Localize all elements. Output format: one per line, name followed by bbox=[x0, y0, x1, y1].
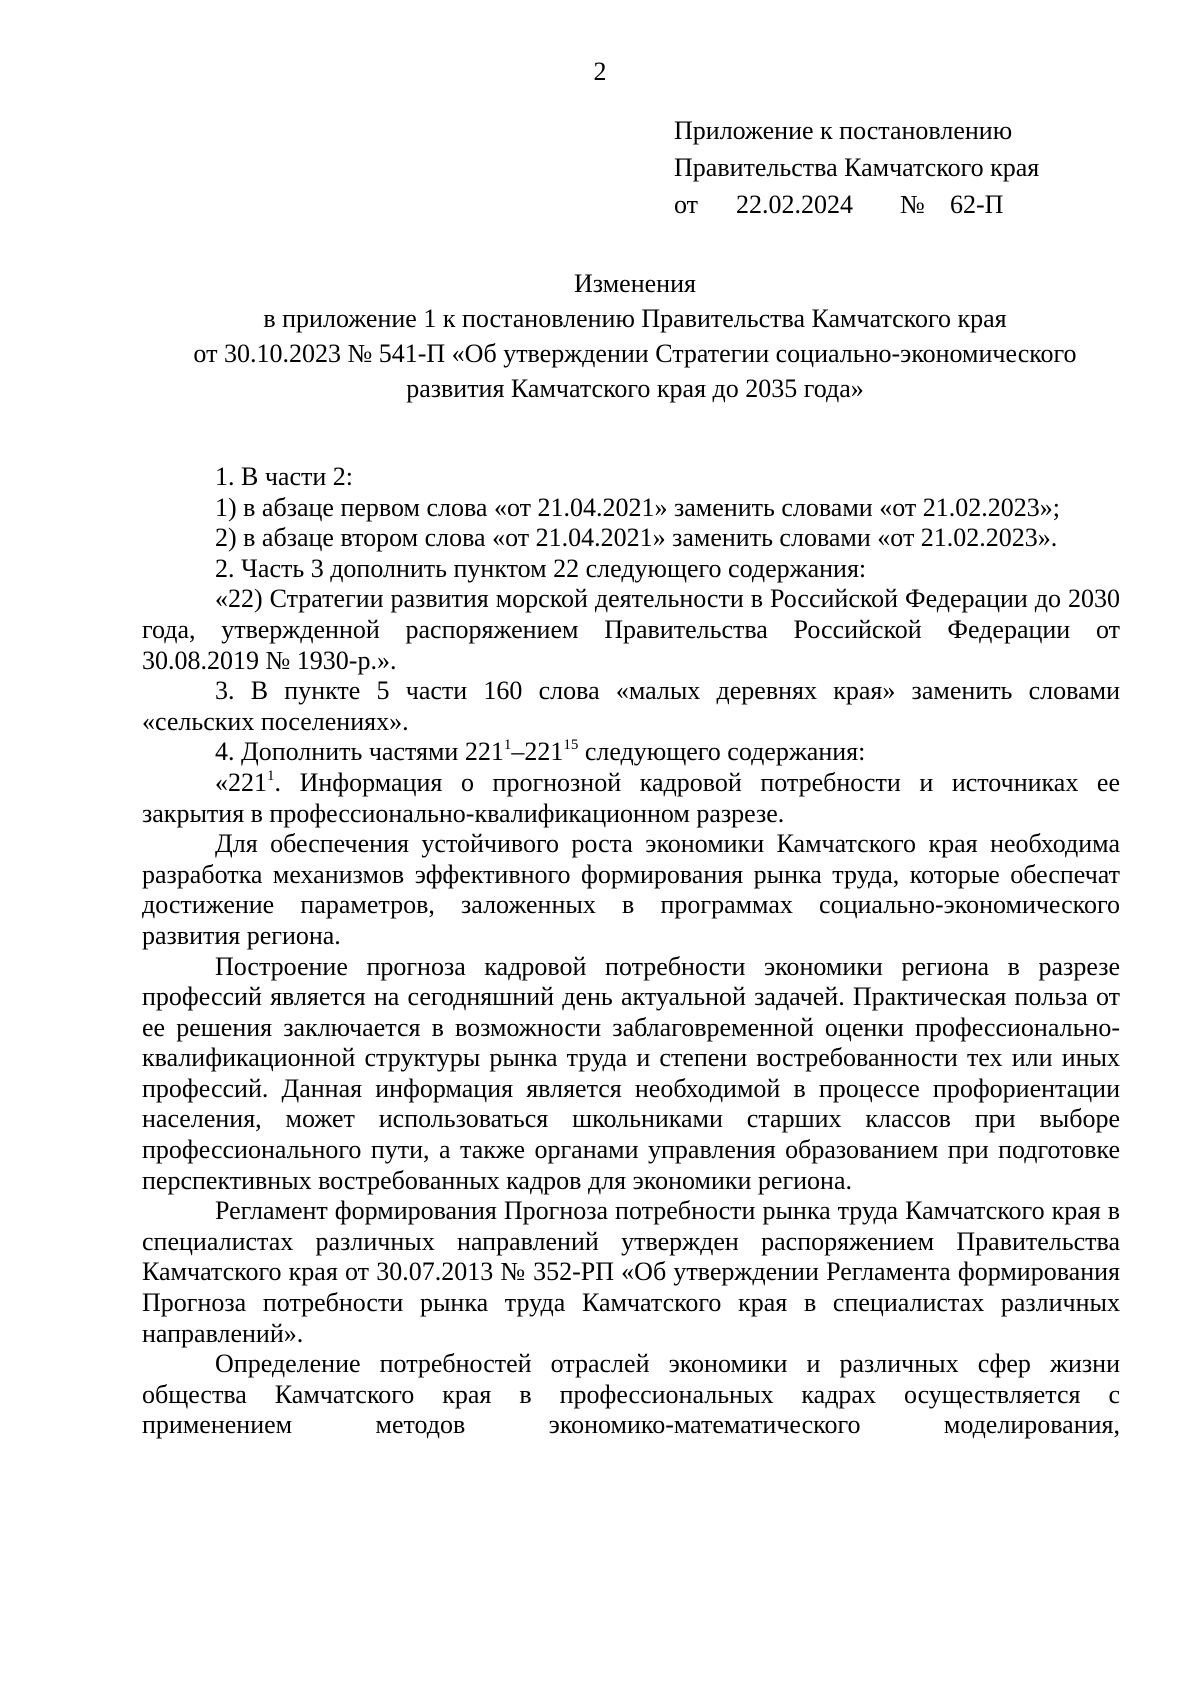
paragraph-7-text-a: 4. Дополнить частями 221 bbox=[215, 737, 504, 767]
appendix-date-prefix: от bbox=[674, 190, 699, 219]
appendix-line-1: Приложение к постановлению bbox=[674, 116, 1013, 145]
paragraph-7-text-b: –221 bbox=[511, 737, 564, 767]
paragraph-11: Регламент формирования Прогноза потребности рынка труда Камчатского края в специалистах различных направлений утвержден распоряжением Правительства Камчатского края от 30.07.2013 № 352-РП «Об утверждении Регламента формирования Прогноза потребности рынка труда Камчатского края в специалистах различных направлений». bbox=[142, 1196, 1120, 1348]
title-line-3: от 30.10.2023 № 541-П «Об утверждении Стратегии социально-экономического bbox=[193, 339, 1077, 368]
document-title bbox=[0, 266, 1200, 406]
paragraph-7-superscript-1: 1 bbox=[503, 737, 512, 754]
paragraph-1: 1. В части 2: bbox=[215, 462, 353, 491]
appendix-date: 22.02.2024 bbox=[736, 190, 853, 219]
paragraph-8-text-a: «221 bbox=[215, 767, 267, 797]
paragraph-7-text-c: следующего содержания: bbox=[578, 737, 866, 767]
appendix-number-sign: № bbox=[900, 190, 925, 219]
paragraph-5: «22) Стратегии развития морской деятельности в Российской Федерации до 2030 года, утвержденной распоряжением Правительства Российской Федерации от 30.08.2019 № 1930-р.». bbox=[142, 584, 1120, 675]
paragraph-2: 1) в абзаце первом слова «от 21.04.2021» заменить словами «от 21.02.2023»; bbox=[215, 492, 1060, 522]
paragraph-8-text-b: . Информация о прогнозной кадровой потребности и источниках ее закрытия в профессионально-квалификационном разрезе. bbox=[142, 767, 1120, 828]
appendix-header bbox=[674, 112, 1039, 223]
paragraph-7 bbox=[142, 737, 1120, 768]
paragraph-3: 2) в абзаце втором слова «от 21.04.2021» заменить словами «от 21.02.2023». bbox=[215, 523, 1058, 553]
appendix-date-row bbox=[674, 186, 1039, 223]
appendix-number: 62-П bbox=[950, 190, 1004, 219]
paragraph-9: Для обеспечения устойчивого роста экономики Камчатского края необходима разработка механизмов эффективного формирования рынка труда, которые обеспечат достижение параметров, заложенных в программах социально-экономического развития региона. bbox=[142, 829, 1120, 950]
paragraph-6: 3. В пункте 5 части 160 слова «малых деревнях края» заменить словами «сельских поселениях». bbox=[142, 676, 1120, 736]
paragraph-7-superscript-2: 15 bbox=[563, 737, 579, 754]
paragraph-12: Определение потребностей отраслей экономики и различных сфер жизни общества Камчатского края в профессиональных кадрах осуществляется с применением методов экономико-математического моделирования, bbox=[142, 1349, 1120, 1440]
title-line-4: развития Камчатского края до 2035 года» bbox=[406, 374, 864, 403]
paragraph-10: Построение прогноза кадровой потребности экономики региона в разрезе профессий является на сегодняшний день актуальной задачей. Практическая польза от ее решения заключается в возможности заблаговременной оценки профессионально-квалификационной структуры рынка труда и степени востребованности тех или иных профессий. Данная информация является необходимой в процессе профориентации населения, может использоваться школьниками старших классов при выборе профессионального пути, а также органами управления образованием при подготовке перспективных востребованных кадров для экономики региона. bbox=[142, 951, 1120, 1195]
title-line-1: Изменения bbox=[574, 269, 696, 298]
paragraph-4: 2. Часть 3 дополнить пунктом 22 следующего содержания: bbox=[215, 553, 867, 583]
document-body bbox=[142, 462, 1120, 1441]
appendix-line-2: Правительства Камчатского края bbox=[674, 153, 1040, 182]
title-line-2: в приложение 1 к постановлению Правительства Камчатского края bbox=[263, 304, 1007, 333]
paragraph-8-superscript: 1 bbox=[267, 767, 275, 784]
paragraph-8 bbox=[142, 768, 1120, 829]
page-number: 2 bbox=[593, 57, 607, 86]
